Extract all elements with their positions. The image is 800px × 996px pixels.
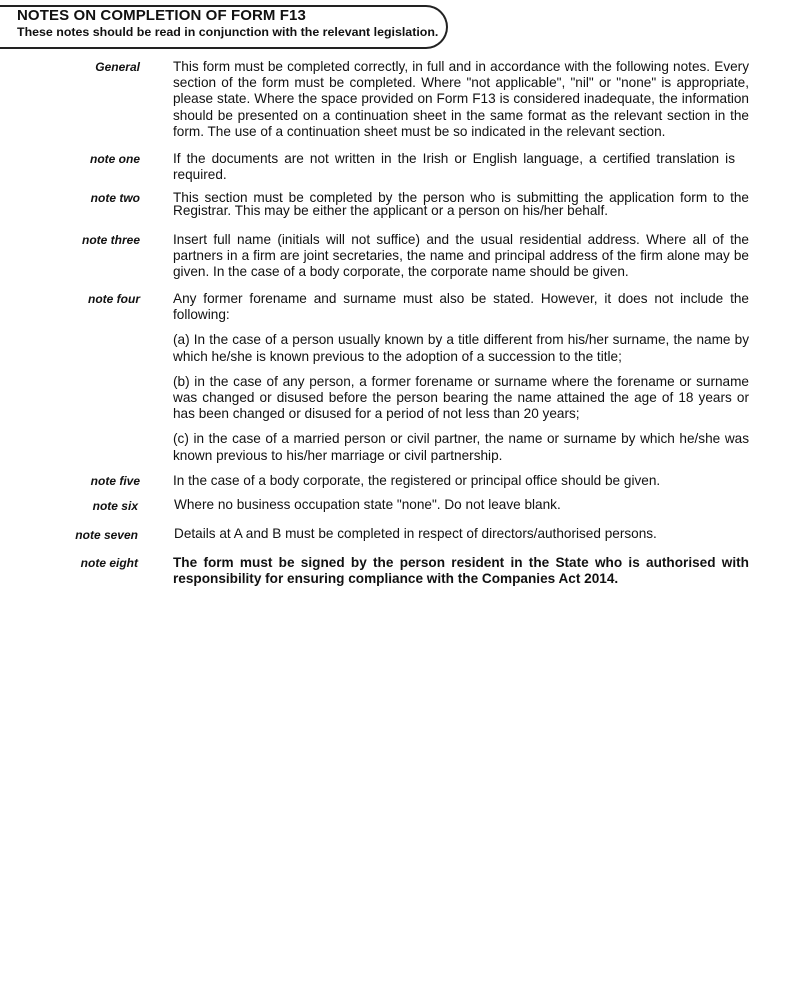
note-body	[173, 232, 749, 281]
note-body	[174, 526, 750, 542]
note-paragraph: Insert full name (initials will not suffice) and the usual residential address. Where all of the partners in a firm are joint secretaries, the name and principal address of the firm alone may be given. In the case of a body corporate, the corporate name should be given.	[173, 232, 749, 280]
note-body	[173, 151, 735, 183]
note-label: note five	[90, 474, 140, 488]
note-body	[173, 291, 749, 464]
note-body	[174, 497, 750, 513]
note-label: note six	[92, 499, 138, 513]
note-paragraph-b: (b) in the case of any person, a former forename or surname where the forename or surname was changed or disused before the person bearing the name attained the age of 18 years or has been changed or disused for a period of not less than 20 years;	[173, 373, 749, 422]
note-paragraph: The form must be signed by the person resident in the State who is authorised with responsibility for ensuring compliance with the Companies Act 2014.	[173, 555, 749, 587]
note-body	[173, 191, 749, 218]
note-paragraph-c: (c) in the case of a married person or civil partner, the name or surname by which he/she was known previous to his/her marriage or civil partnership.	[173, 431, 749, 463]
note-paragraph: In the case of a body corporate, the registered or principal office should be given.	[173, 473, 661, 488]
page-subtitle: These notes should be read in conjunction with the relevant legislation.	[17, 25, 439, 39]
note-label: note three	[81, 233, 140, 247]
note-label: note four	[88, 292, 140, 306]
note-body	[173, 555, 749, 587]
note-label: note eight	[80, 556, 138, 570]
note-body	[173, 59, 749, 140]
note-body	[173, 473, 749, 489]
note-label: note two	[90, 191, 140, 205]
note-paragraph: This section must be completed by the person who is submitting the application form to the Registrar. This may be either the applicant or a person on his/her behalf.	[173, 190, 749, 219]
page-title: NOTES ON COMPLETION OF FORM F13	[17, 7, 306, 24]
note-paragraph-a: (a) In the case of a person usually known by a title different from his/her surname, the name by which he/she is known previous to the adoption of a succession to the title;	[173, 332, 749, 364]
note-paragraph: If the documents are not written in the Irish or English language, a certified translation is required.	[173, 151, 735, 183]
note-paragraph: Details at A and B must be completed in respect of directors/authorised persons.	[174, 526, 657, 541]
note-label: General	[95, 60, 140, 74]
note-label: note one	[90, 152, 140, 166]
note-paragraph: Where no business occupation state "none". Do not leave blank.	[174, 497, 561, 512]
note-paragraph: This form must be completed correctly, in full and in accordance with the following notes. Every section of the form must be completed. Where "not applicable", "nil" or "none" is appropriate, please state. Where the space provided on Form F13 is considered inadequate, the information should be presented on a continuation sheet in the same format as the relevant section in the form. The use of a continuation sheet must be so indicated in the relevant section.	[173, 59, 749, 139]
note-paragraph: Any former forename and surname must also be stated. However, it does not include the following:	[173, 291, 749, 323]
note-label: note seven	[75, 528, 138, 542]
